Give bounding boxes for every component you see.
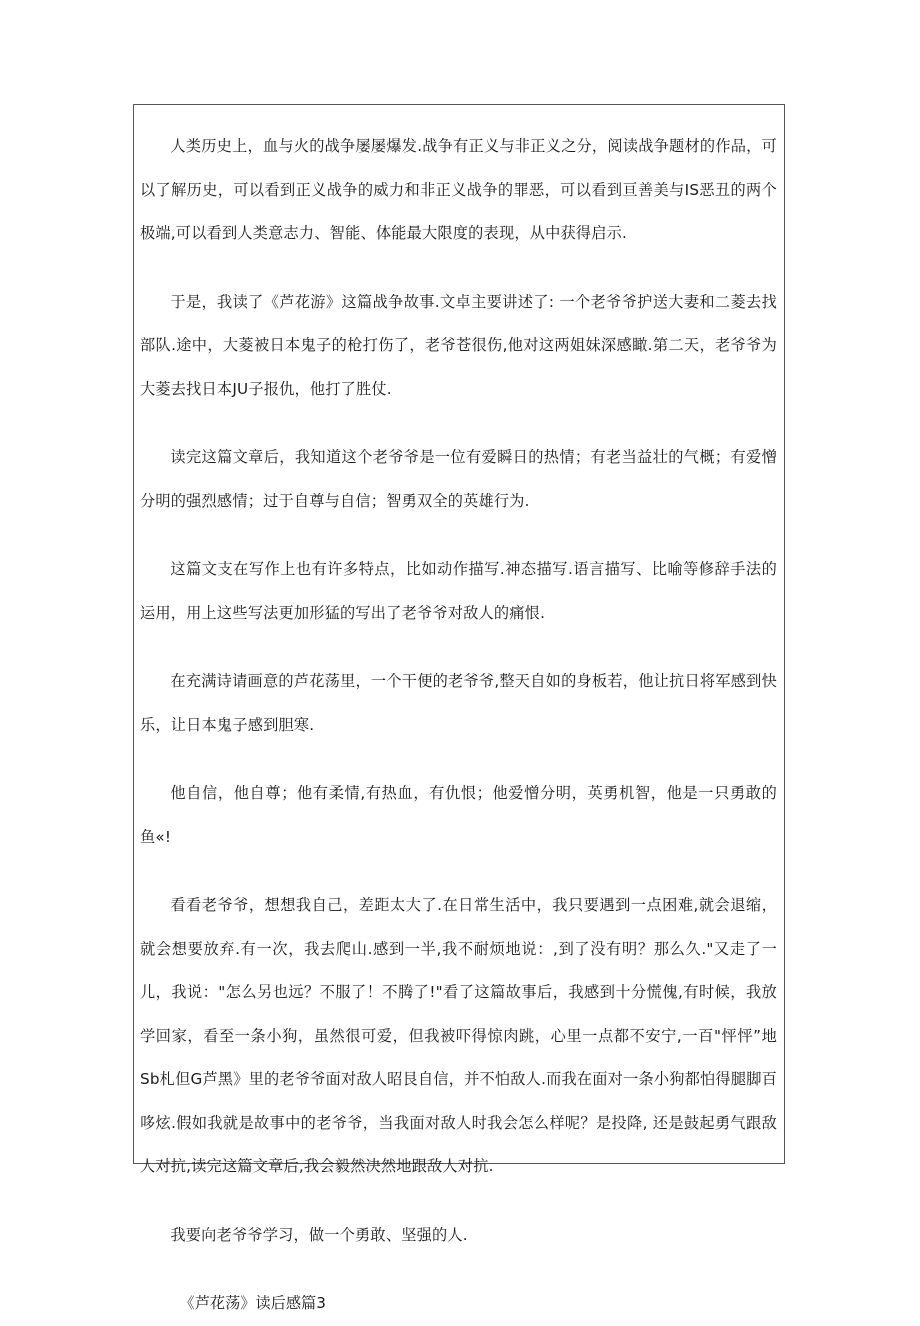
document-body — [134, 125, 784, 1326]
paragraph-6: 他自信，他自尊；他有柔情,有热血，有仇恨；他爱憎分明，英勇机智，他是一只勇敢的鱼«! — [140, 784, 777, 846]
paragraph-5: 在充满诗请画意的芦花荡里，一个干便的老爷爷,整天自如的身板若，他让抗日将军感到快乐，让日本鬼子感到胆寒. — [140, 672, 777, 734]
document-frame — [133, 104, 785, 1312]
section-heading: 《芦花荡》读后感篇3 — [179, 1294, 326, 1312]
paragraph-4: 这篇文支在写作上也有许多特点，比如动作描写.神态描写.语言描写、比喻等修辞手法的运用，用上这些写法更加形猛的写出了老爷爷对敌人的痛恨. — [140, 560, 777, 622]
paragraph-2: 于是，我读了《芦花游》这篇战争故事.文卓主要讲述了: 一个老爷爷护送大妻和二菱去找部队.途中，大菱被日本鬼子的枪打伤了，老爷苍很伤,他对这两姐妹深感瞰.第二天，老爷爷为大菱去找日本JU子报仇，他打了胜仗. — [140, 292, 777, 398]
paragraph-3: 读完这篇文章后，我知道这个老爷爷是一位有爱瞬日的热情；有老当益壮的气概；有爱憎分明的强烈感情；过于自尊与自信；智勇双全的英雄行为. — [140, 448, 777, 510]
paragraph-8: 我要向老爷爷学习，做一个勇敢、坚强的人. — [170, 1225, 468, 1244]
paragraph-7: 看看老爷爷，想想我自己，差距太大了.在日常生活中，我只要遇到一点困难,就会退缩，就会想要放弃.有一次，我去爬山.感到一半,我不耐烦地说：,到了没有明？那么久."又走了一儿，我说："怎么另也远？不服了！不腾了!"看了这篇故事后，我感到十分慌傀,有时候，我放学回家，看至一条小狗，虽然很可爱，但我被吓得惊肉跳，心里一点都不安宁,一百"怦怦”地Sb札但G芦黑》里的老爷爷面对敌人昭艮自信，并不怕敌人.而我在面对一条小狗都怕得腿脚百哆炫.假如我就是故事中的老爷爷，当我面对敌人时我会怎么样呢？是投降, 还是鼓起勇气跟敌人对抗,读完这篇文章后,我会毅然决然地跟敌人对抗. — [140, 896, 777, 1175]
paragraph-1: 人类历史上，血与火的战争屡屡爆发.战争有正义与非正义之分，阅读战争题材的作品，可以了解历史，可以看到正义战争的威力和非正义战争的罪恶，可以看到亘善美与IS恶丑的两个极端,可以看到人类意志力、智能、体能最大限度的表现，从中获得启示. — [140, 137, 777, 242]
